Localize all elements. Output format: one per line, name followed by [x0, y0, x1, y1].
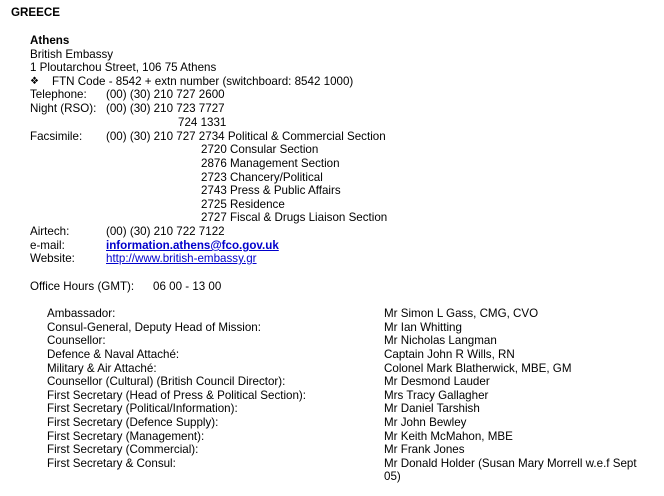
staff-name: Mr Keith McMahon, MBE	[384, 430, 513, 443]
night-label: Night (RSO):	[30, 102, 97, 115]
fax-line: 2876 Management Section	[201, 157, 340, 170]
staff-name: Captain John R Wills, RN	[384, 348, 515, 361]
website-link[interactable]: http://www.british-embassy.gr	[106, 252, 257, 265]
office-hours-value: 06 00 - 13 00	[153, 280, 222, 293]
staff-title: Consul-General, Deputy Head of Mission:	[47, 321, 261, 334]
staff-title: First Secretary (Political/Information):	[47, 402, 238, 415]
night-extra-value: 724 1331	[178, 116, 227, 129]
post-address: 1 Ploutarchou Street, 106 75 Athens	[30, 61, 217, 74]
night-value: (00) (30) 210 723 7727	[106, 102, 225, 115]
fax-line: 2743 Press & Public Affairs	[201, 184, 341, 197]
fax-line: 2725 Residence	[201, 198, 285, 211]
bullet-icon: ❖	[30, 76, 39, 87]
staff-title: First Secretary (Commercial):	[47, 443, 199, 456]
staff-title: Defence & Naval Attaché:	[47, 348, 180, 361]
staff-name: Mr Simon L Gass, CMG, CVO	[384, 307, 539, 320]
fax-line: 2723 Chancery/Political	[201, 171, 323, 184]
airtech-value: (00) (30) 210 722 7122	[106, 225, 225, 238]
website-label: Website:	[30, 252, 75, 265]
fax-line: 2720 Consular Section	[201, 143, 319, 156]
fax-first-line: (00) (30) 210 727 2734 Political & Commercial Section	[106, 130, 386, 143]
staff-title: First Secretary & Consul:	[47, 457, 176, 470]
staff-name: Colonel Mark Blatherwick, MBE, GM	[384, 362, 572, 375]
fax-line: 2727 Fiscal & Drugs Liaison Section	[201, 211, 388, 224]
staff-title: Counsellor (Cultural) (British Council Director):	[47, 375, 286, 388]
staff-name: Mr Frank Jones	[384, 443, 465, 456]
staff-title: Counsellor:	[47, 334, 106, 347]
staff-name: Mr John Bewley	[384, 416, 467, 429]
airtech-label: Airtech:	[30, 225, 70, 238]
staff-name-continued: 05)	[384, 470, 401, 483]
staff-name: Mr Nicholas Langman	[384, 334, 497, 347]
staff-title: First Secretary (Head of Press & Political Section):	[47, 389, 307, 402]
city-heading: Athens	[30, 34, 70, 47]
email-label: e-mail:	[30, 239, 65, 252]
staff-title: Ambassador:	[47, 307, 116, 320]
email-link[interactable]: information.athens@fco.gov.uk	[106, 239, 279, 252]
staff-name: Mr Ian Whitting	[384, 321, 462, 334]
staff-title: First Secretary (Defence Supply):	[47, 416, 219, 429]
post-name: British Embassy	[30, 48, 114, 61]
telephone-value: (00) (30) 210 727 2600	[106, 88, 225, 101]
staff-name: Mr Donald Holder (Susan Mary Morrell w.e.f Sept	[384, 457, 637, 470]
fax-label: Facsimile:	[30, 130, 83, 143]
staff-name: Mr Daniel Tarshish	[384, 402, 480, 415]
staff-name: Mr Desmond Lauder	[384, 375, 490, 388]
staff-name: Mrs Tracy Gallagher	[384, 389, 489, 402]
telephone-label: Telephone:	[30, 88, 87, 101]
ftn-code: FTN Code - 8542 + extn number (switchboard: 8542 1000)	[52, 75, 354, 88]
staff-title: First Secretary (Management):	[47, 430, 205, 443]
country-heading: GREECE	[11, 6, 60, 19]
office-hours-label: Office Hours (GMT):	[30, 280, 135, 293]
staff-title: Military & Air Attaché:	[47, 362, 157, 375]
